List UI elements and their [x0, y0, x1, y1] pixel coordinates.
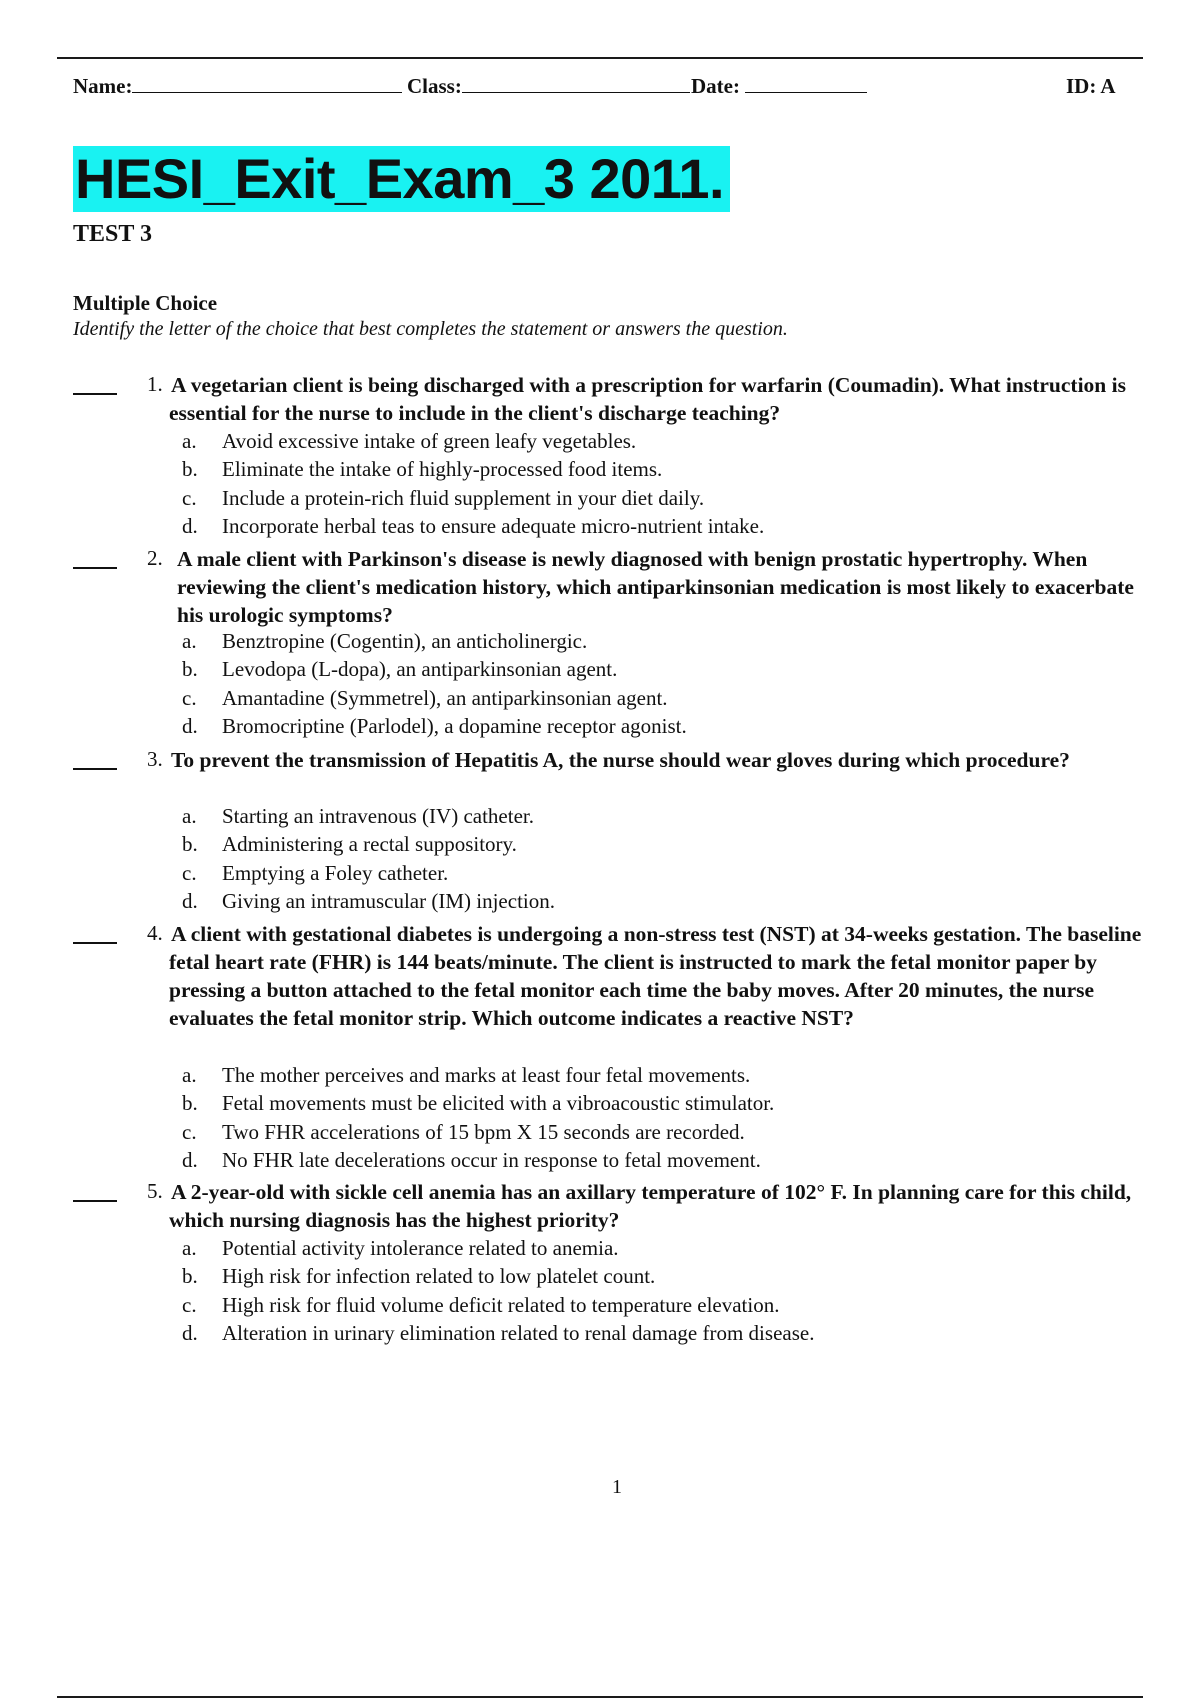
class-label: Class: [407, 74, 462, 98]
choice-d[interactable] [182, 887, 1162, 915]
choice-list [182, 1234, 1162, 1347]
choice-d[interactable] [182, 1146, 1162, 1174]
question-number: 3. [147, 747, 163, 771]
choice-d[interactable] [182, 712, 1162, 740]
student-info-header [73, 74, 1123, 102]
name-blank-line [132, 74, 402, 93]
choice-letter: b. [182, 1091, 198, 1116]
choice-letter: a. [182, 429, 197, 453]
section-instructions: Identify the letter of the choice that best completes the statement or answers the question. [73, 318, 788, 340]
question-text [169, 746, 1149, 774]
section-heading: Multiple Choice [73, 291, 218, 315]
choice-list [182, 427, 1162, 540]
choice-letter: d. [182, 513, 198, 538]
choice-text: Alteration in urinary elimination related to renal damage from disease. [222, 1320, 815, 1345]
choice-letter: b. [182, 457, 198, 482]
choice-text: High risk for fluid volume deficit related to temperature elevation. [222, 1292, 780, 1317]
choice-text: Bromocriptine (Parlodel), a dopamine receptor agonist. [222, 713, 687, 738]
choice-text: Two FHR accelerations of 15 bpm X 15 seconds are recorded. [222, 1119, 745, 1144]
choice-a[interactable] [182, 427, 1162, 455]
choice-d[interactable] [182, 512, 1162, 540]
choice-d[interactable] [182, 1319, 1162, 1347]
question-text-content: A vegetarian client is being discharged with a prescription for warfarin (Coumadin). What instruction is essential for the nurse to include in the client's discharge teaching? [169, 373, 1126, 425]
choice-letter: a. [182, 804, 197, 828]
question-number: 1. [147, 372, 163, 396]
choice-list [182, 627, 1162, 740]
choice-text: Avoid excessive intake of green leafy vegetables. [222, 429, 637, 453]
question-text [169, 371, 1149, 427]
choice-c[interactable] [182, 684, 1162, 712]
choice-b[interactable] [182, 830, 1162, 858]
choice-text: Eliminate the intake of highly-processed food items. [222, 457, 663, 482]
choice-text: The mother perceives and marks at least four fetal movements. [222, 1063, 751, 1087]
answer-blank[interactable] [73, 1200, 117, 1202]
name-label: Name: [73, 74, 133, 98]
choice-letter: b. [182, 832, 198, 857]
choice-text: Emptying a Foley catheter. [222, 860, 449, 885]
class-field[interactable] [407, 74, 690, 99]
answer-blank[interactable] [73, 768, 117, 770]
choice-b[interactable] [182, 655, 1162, 683]
name-field[interactable] [73, 74, 402, 99]
choice-b[interactable] [182, 455, 1162, 483]
date-field[interactable] [691, 74, 867, 99]
choice-letter: b. [182, 1264, 198, 1289]
choice-letter: d. [182, 888, 198, 913]
choice-letter: b. [182, 657, 198, 682]
choice-text: Incorporate herbal teas to ensure adequate micro-nutrient intake. [222, 513, 765, 538]
choice-c[interactable] [182, 859, 1162, 887]
choice-c[interactable] [182, 1291, 1162, 1319]
question-text [177, 545, 1152, 629]
choice-list [182, 1061, 1162, 1174]
question-text-content: To prevent the transmission of Hepatitis A, the nurse should wear gloves during which procedure? [171, 748, 1070, 772]
bottom-rule [57, 1696, 1143, 1698]
choice-letter: d. [182, 713, 198, 738]
answer-blank[interactable] [73, 942, 117, 944]
test-label: TEST 3 [73, 221, 152, 247]
choice-letter: a. [182, 1063, 197, 1087]
id-label: ID: A [1066, 74, 1116, 98]
choice-text: High risk for infection related to low platelet count. [222, 1264, 656, 1289]
question-number: 4. [147, 921, 163, 945]
question-text-content: A client with gestational diabetes is undergoing a non-stress test (NST) at 34-weeks gestation. The baseline fetal heart rate (FHR) is 144 beats/minute. The client is instructed to mark the fetal monitor paper by pressing a button attached to the fetal monitor each time the baby moves. After 20 minutes, the nurse evaluates the fetal monitor strip. Which outcome indicates a reactive NST? [169, 922, 1142, 1030]
choice-text: Administering a rectal suppository. [222, 832, 517, 857]
choice-text: Levodopa (L-dopa), an antiparkinsonian agent. [222, 657, 618, 682]
choice-text: Potential activity intolerance related to anemia. [222, 1236, 619, 1260]
question-number: 5. [147, 1179, 163, 1203]
date-blank-line [745, 74, 867, 93]
choice-a[interactable] [182, 627, 1162, 655]
choice-list [182, 802, 1162, 915]
choice-letter: c. [182, 1292, 197, 1317]
question-text [169, 1178, 1149, 1234]
choice-a[interactable] [182, 1061, 1162, 1089]
choice-a[interactable] [182, 802, 1162, 830]
choice-text: Amantadine (Symmetrel), an antiparkinsonian agent. [222, 685, 668, 710]
choice-letter: c. [182, 860, 197, 885]
choice-letter: d. [182, 1147, 198, 1172]
choice-text: Giving an intramuscular (IM) injection. [222, 888, 555, 913]
choice-letter: a. [182, 1236, 197, 1260]
choice-c[interactable] [182, 1118, 1162, 1146]
choice-letter: c. [182, 485, 197, 510]
date-label: Date: [691, 74, 740, 98]
choice-c[interactable] [182, 484, 1162, 512]
class-blank-line [462, 74, 690, 93]
question-text-content: A 2-year-old with sickle cell anemia has an axillary temperature of 102° F. In planning care for this child, which nursing diagnosis has the highest priority? [169, 1180, 1132, 1232]
choice-text: Include a protein-rich fluid supplement in your diet daily. [222, 485, 705, 510]
choice-text: No FHR late decelerations occur in response to fetal movement. [222, 1147, 761, 1172]
choice-b[interactable] [182, 1089, 1162, 1117]
choice-text: Fetal movements must be elicited with a vibroacoustic stimulator. [222, 1091, 775, 1116]
question-text [169, 920, 1154, 1032]
top-rule [57, 57, 1143, 59]
page-number: 1 [612, 1476, 622, 1498]
answer-blank[interactable] [73, 567, 117, 569]
choice-letter: c. [182, 685, 197, 710]
choice-text: Starting an intravenous (IV) catheter. [222, 804, 534, 828]
choice-b[interactable] [182, 1262, 1162, 1290]
answer-blank[interactable] [73, 393, 117, 395]
choice-letter: c. [182, 1119, 197, 1144]
choice-letter: a. [182, 629, 197, 653]
choice-text: Benztropine (Cogentin), an anticholinergic. [222, 629, 588, 653]
question-number: 2. [147, 546, 163, 570]
question-text-content: A male client with Parkinson's disease is newly diagnosed with benign prostatic hypertrophy. When reviewing the client's medication history, which antiparkinsonian medication is most likely to exacerbate his urologic symptoms? [177, 547, 1134, 627]
choice-letter: d. [182, 1320, 198, 1345]
choice-a[interactable] [182, 1234, 1162, 1262]
exam-title: HESI_Exit_Exam_3 2011. [73, 146, 730, 212]
